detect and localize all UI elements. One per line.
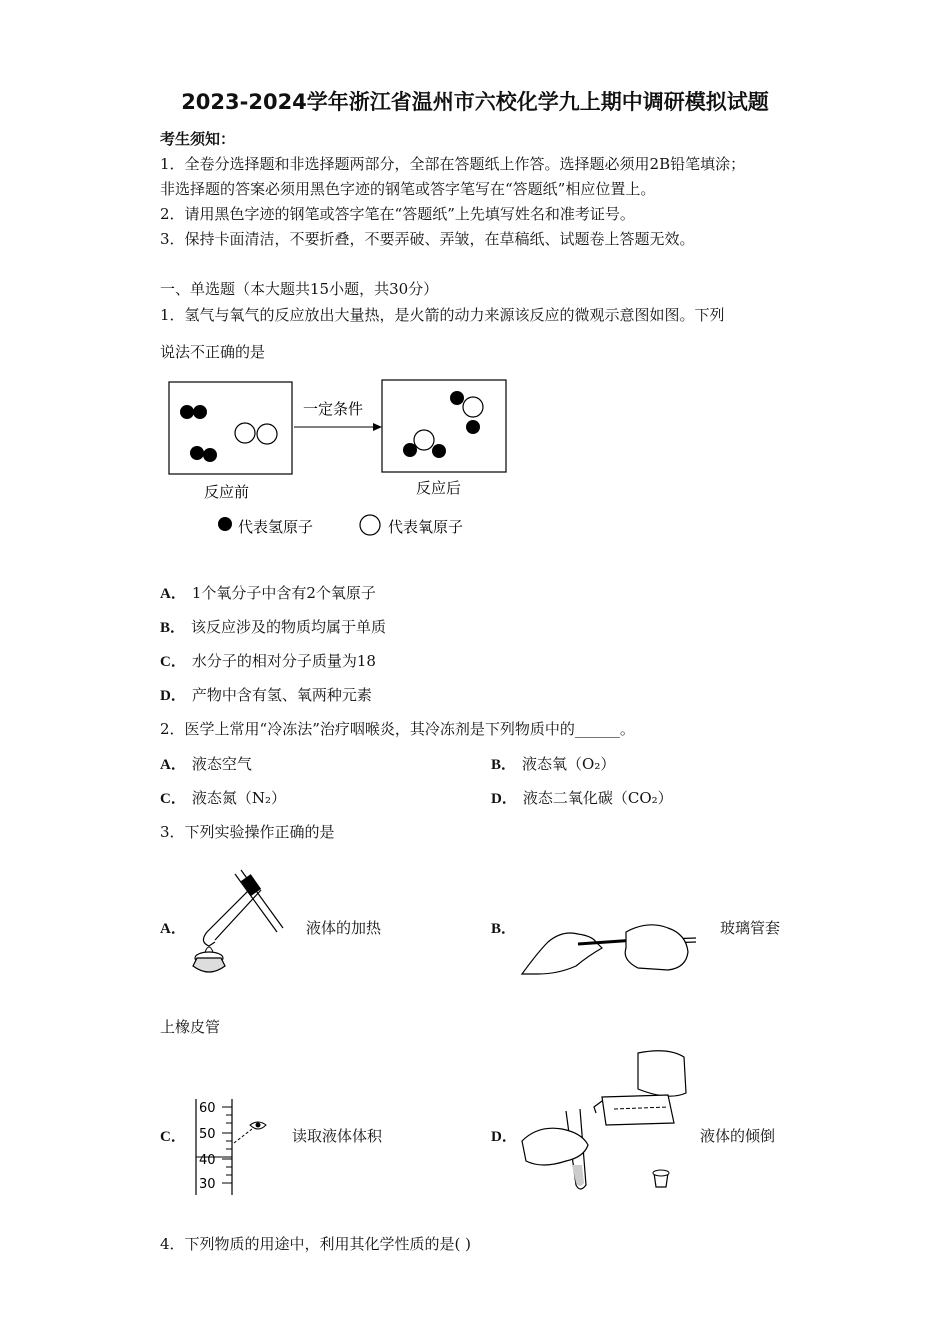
after-box [382, 380, 506, 472]
q3-option-d-text: 液体的倾倒 [700, 1127, 776, 1145]
arrow-head-icon [373, 423, 382, 431]
o-atom-icon [463, 397, 483, 417]
o-atom-icon [257, 424, 277, 444]
o-atom-icon [235, 423, 255, 443]
q1-option-a[interactable]: A． 1个氧分子中含有2个氧原子 [160, 584, 376, 602]
legend-o-icon [360, 515, 380, 535]
legend-h-icon [218, 517, 232, 531]
notice-heading: 考生须知： [160, 130, 236, 148]
h-atom-icon [193, 405, 207, 419]
h-atom-icon [180, 405, 194, 419]
graduated-cylinder-illustration [190, 1095, 274, 1199]
tick-label: 50 [199, 1127, 216, 1142]
q3-option-a-label[interactable]: A． [160, 921, 186, 937]
q1-option-b[interactable]: B． 该反应涉及的物质均属于单质 [160, 618, 387, 636]
pouring-liquid-illustration [518, 1045, 690, 1195]
q3-stem: 3．下列实验操作正确的是 [160, 823, 335, 841]
q2-option-b[interactable]: B． 液态氧（O₂） [491, 755, 616, 773]
notice-line-4: 3．保持卡面清洁，不要折叠，不要弄破、弄皱，在草稿纸、试题卷上答题无效。 [160, 230, 695, 248]
after-label: 反应后 [416, 479, 462, 497]
glass-tube-rubber-hose-illustration [518, 912, 700, 978]
notice-line-1: 1．全卷分选择题和非选择题两部分，全部在答题纸上作答。选择题必须用2B铅笔填涂； [160, 155, 746, 173]
h-atom-icon [450, 391, 464, 405]
q3-option-a-text: 液体的加热 [306, 919, 382, 937]
q2-stem: 2．医学上常用“冷冻法”治疗咽喉炎，其冷冻剂是下列物质中的______。 [160, 720, 635, 738]
legend-o-label: 代表氧原子 [388, 518, 464, 536]
h-atom-icon [203, 448, 217, 462]
q3-option-b-text-continued: 上橡皮管 [160, 1018, 221, 1036]
q1-stem-line-2: 说法不正确的是 [160, 343, 266, 361]
q2-option-d[interactable]: D． 液态二氧化碳（CO₂） [491, 789, 673, 807]
tick-label: 60 [199, 1101, 216, 1116]
o-atom-icon [414, 430, 434, 450]
q1-option-d[interactable]: D． 产物中含有氢、氧两种元素 [160, 686, 372, 704]
notice-line-2: 非选择题的答案必须用黑色字迹的钢笔或答字笔写在“答题纸”相应位置上。 [160, 180, 656, 198]
tick-label: 30 [199, 1177, 216, 1192]
heating-liquid-illustration [185, 862, 290, 980]
legend-h-label: 代表氢原子 [238, 518, 314, 536]
q3-option-d-label[interactable]: D． [491, 1129, 517, 1145]
before-label: 反应前 [204, 483, 250, 501]
q3-option-b-text: 玻璃管套 [720, 919, 781, 937]
reaction-diagram [160, 370, 520, 550]
q3-option-b-label[interactable]: B． [491, 921, 517, 937]
page-title: 2023-2024学年浙江省温州市六校化学九上期中调研模拟试题 [181, 90, 769, 114]
q1-option-c[interactable]: C． 水分子的相对分子质量为18 [160, 652, 376, 670]
q1-stem-line-1: 1．氢气与氧气的反应放出大量热，是火箭的动力来源该反应的微观示意图如图。下列 [160, 306, 725, 324]
notice-line-3: 2．请用黑色字迹的钢笔或答字笔在“答题纸”上先填写姓名和准考证号。 [160, 205, 635, 223]
q2-option-a[interactable]: A． 液态空气 [160, 755, 252, 773]
q4-stem: 4．下列物质的用途中，利用其化学性质的是( ) [160, 1235, 472, 1253]
h-atom-icon [403, 443, 417, 457]
h-atom-icon [190, 446, 204, 460]
arrow-label: 一定条件 [303, 400, 364, 418]
h-atom-icon [466, 420, 480, 434]
q3-option-c-text: 读取液体体积 [292, 1127, 383, 1145]
q3-option-c-label[interactable]: C． [160, 1129, 186, 1145]
section-heading: 一、单选题（本大题共15小题，共30分） [160, 280, 439, 298]
tick-label: 40 [199, 1153, 216, 1168]
h-atom-icon [432, 444, 446, 458]
q2-option-c[interactable]: C． 液态氮（N₂） [160, 789, 286, 807]
